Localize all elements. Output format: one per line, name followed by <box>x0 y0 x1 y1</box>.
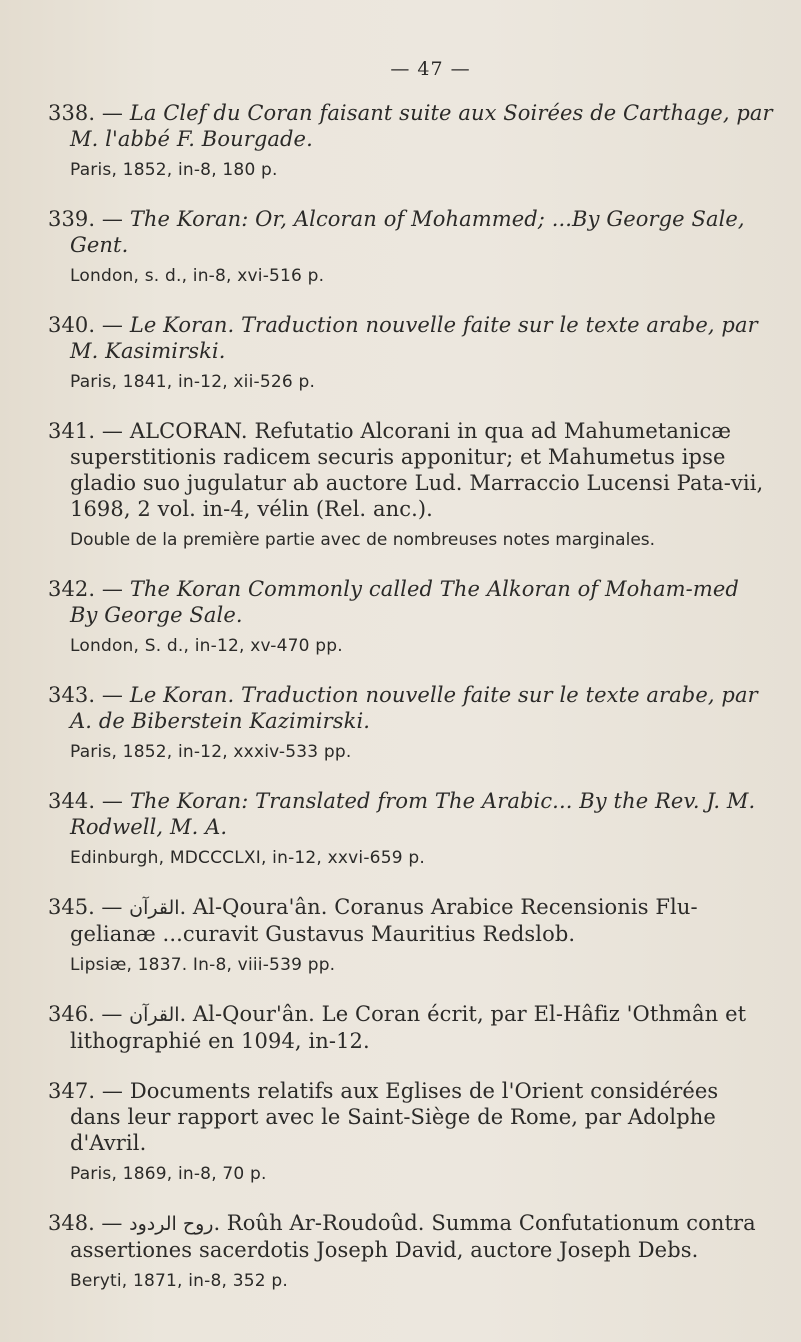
entry-title: The Koran: Translated from The Arabic... By the Rev. J. M. Rodwell, M. A. <box>70 789 756 839</box>
entry-title: Le Koran. Traduction nouvelle faite sur le texte arabe, par M. Kasimirski. <box>70 313 758 363</box>
catalogue-entry-348 <box>48 1210 773 1293</box>
entry-heading <box>48 682 773 734</box>
entry-title: The Koran Commonly called The Alkoran of Moham-med By George Sale. <box>70 577 739 627</box>
entry-heading <box>48 312 773 364</box>
catalogue-entry-339 <box>48 206 773 288</box>
entry-arabic-title: القرآن <box>129 897 180 919</box>
entry-number: 348. — <box>48 1211 123 1235</box>
entry-title: La Clef du Coran faisant suite aux Soirées de Carthage, par M. l'abbé F. Bourgade. <box>70 101 773 151</box>
entry-number: 342. — <box>48 577 124 601</box>
entry-heading <box>48 576 773 628</box>
catalogue-entry-344 <box>48 788 773 870</box>
catalogue-entry-340 <box>48 312 773 394</box>
entry-imprint: Paris, 1852, in-8, 180 p. <box>70 160 278 180</box>
catalogue-entry-338 <box>48 100 773 182</box>
entry-title: . Al-Qoura'ân. Coranus Arabice Recensionis Flu-gelianæ ...curavit Gustavus Mauritius Redslob. <box>70 895 698 946</box>
entry-title: . Al-Qour'ân. Le Coran écrit, par El-Hâfiz 'Othmân et lithographié en 1094, in-12. <box>70 1002 747 1053</box>
entry-imprint: Paris, 1852, in-12, xxxiv-533 pp. <box>70 742 352 762</box>
page-number: — 47 — <box>390 58 471 80</box>
entry-heading <box>48 100 773 152</box>
entry-title: ALCORAN. Refutatio Alcorani in qua ad Mahumetanicæ superstitionis radicem securis apponitur; et Mahumetus ipse gladio suo jugulatur ab auctore Lud. Marraccio Lucensi Pata-vii, 1698, 2 vol. in-4, vélin (Rel. anc.). <box>70 419 764 521</box>
catalogue-entry-342 <box>48 576 773 658</box>
entry-heading <box>48 788 773 840</box>
entry-heading <box>48 206 773 258</box>
entry-number: 338. — <box>48 101 124 125</box>
entry-note: Double de la première partie avec de nombreuses notes marginales. <box>70 530 656 550</box>
entry-title: . Roûh Ar-Roudoûd. Summa Confutationum contra assertiones sacerdotis Joseph David, auctore Joseph Debs. <box>70 1211 756 1262</box>
entry-imprint: Beryti, 1871, in-8, 352 p. <box>70 1271 288 1291</box>
entry-number: 339. — <box>48 207 124 231</box>
entry-heading <box>48 1001 773 1054</box>
entry-imprint: Lipsiæ, 1837. In-8, viii-539 pp. <box>70 955 336 975</box>
entry-number: 340. — <box>48 313 124 337</box>
catalogue-entry-347 <box>48 1078 773 1186</box>
entry-heading <box>48 894 773 947</box>
entry-imprint: Edinburgh, MDCCCLXI, in-12, xxvi-659 p. <box>70 848 425 868</box>
catalogue-entry-346 <box>48 1001 773 1054</box>
entry-arabic-title: روح الردود <box>129 1213 214 1235</box>
entry-imprint: Paris, 1841, in-12, xii-526 p. <box>70 372 316 392</box>
entry-number: 345. — <box>48 895 123 919</box>
entry-heading <box>48 418 773 522</box>
entry-title: Le Koran. Traduction nouvelle faite sur le texte arabe, par A. de Biberstein Kazimirski. <box>70 683 758 733</box>
entry-imprint: London, S. d., in-12, xv-470 pp. <box>70 636 343 656</box>
entry-imprint: London, s. d., in-8, xvi-516 p. <box>70 266 325 286</box>
entry-heading <box>48 1078 773 1156</box>
entry-title: Documents relatifs aux Eglises de l'Orient considérées dans leur rapport avec le Saint-Siège de Rome, par Adolphe d'Avril. <box>70 1079 719 1155</box>
catalogue-entry-345 <box>48 894 773 977</box>
entry-number: 347. — <box>48 1079 124 1103</box>
entry-number: 346. — <box>48 1002 123 1026</box>
entry-imprint: Paris, 1869, in-8, 70 p. <box>70 1164 267 1184</box>
catalogue-entry-341 <box>48 418 773 552</box>
entry-number: 344. — <box>48 789 124 813</box>
entry-arabic-title: القرآن <box>129 1004 180 1026</box>
entry-number: 341. — <box>48 419 124 443</box>
catalogue-entry-343 <box>48 682 773 764</box>
entry-title: The Koran: Or, Alcoran of Mohammed; ...By George Sale, Gent. <box>70 207 745 257</box>
entry-heading <box>48 1210 773 1263</box>
entry-number: 343. — <box>48 683 124 707</box>
